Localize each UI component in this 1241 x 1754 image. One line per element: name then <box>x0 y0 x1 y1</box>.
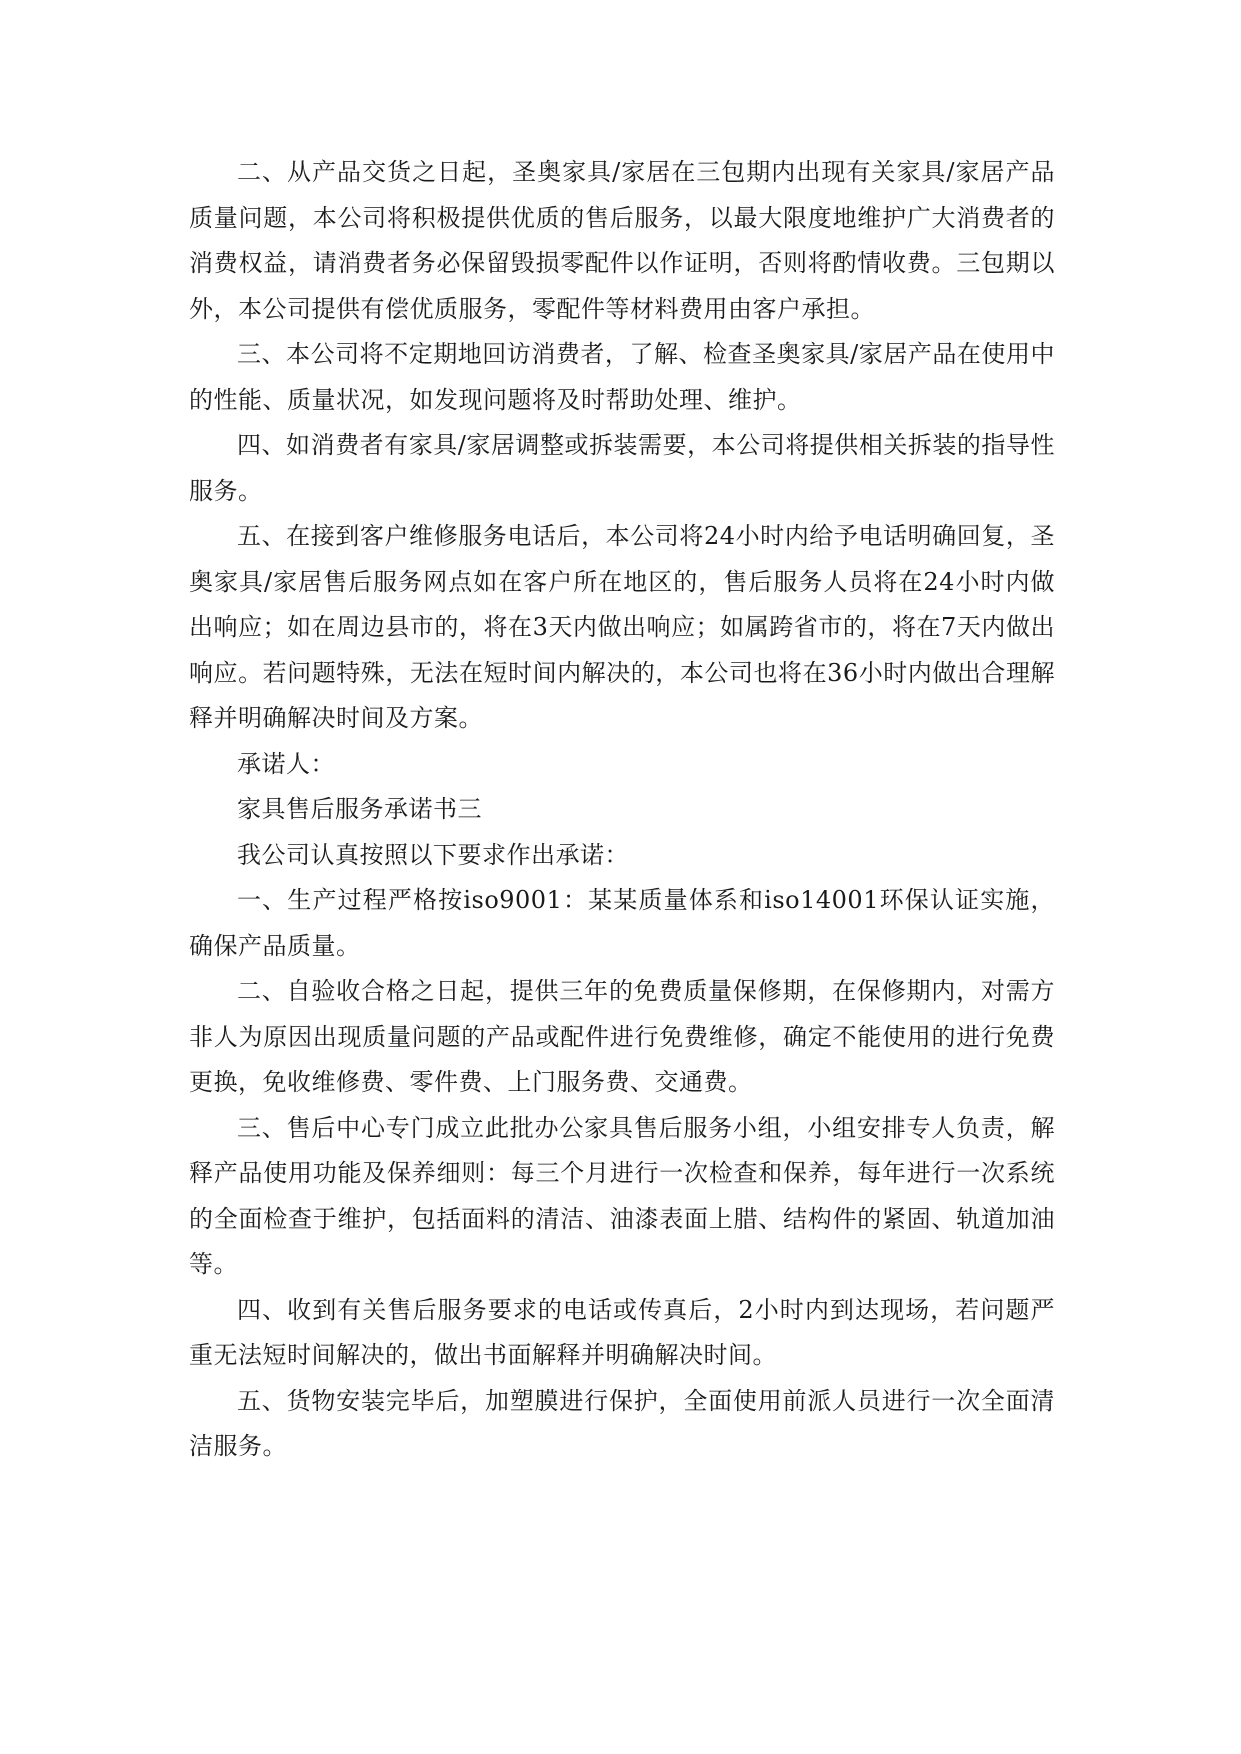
paragraph-iso-production: 一、生产过程严格按iso9001：某某质量体系和iso14001环保认证实施，确保产品质量。 <box>189 886 1055 960</box>
paragraph-promisor: 承诺人： <box>237 749 335 778</box>
paragraph-cleaning-service: 五、货物安装完毕后，加塑膜进行保护，全面使用前派人员进行一次全面清洁服务。 <box>189 1386 1055 1460</box>
paragraph-response-time: 五、在接到客户维修服务电话后，本公司将24小时内给予电话明确回复，圣奥家具/家居售后服务网点如在客户所在地区的，售后服务人员将在24小时内做出响应；如在周边县市的，将在3天内做出响应；如属跨省市的，将在7天内做出响应。若问题特殊，无法在短时间内解决的，本公司也将在36小时内做出合理解释并明确解决时间及方案。 <box>189 522 1055 732</box>
paragraph-commitment-intro: 我公司认真按照以下要求作出承诺： <box>237 840 629 869</box>
paragraph-customer-visits: 三、本公司将不定期地回访消费者，了解、检查圣奥家具/家居产品在使用中的性能、质量状况，如发现问题将及时帮助处理、维护。 <box>189 340 1055 414</box>
document-body <box>189 150 1055 1470</box>
paragraph-disassembly-guidance: 四、如消费者有家具/家居调整或拆装需要，本公司将提供相关拆装的指导性服务。 <box>189 431 1055 505</box>
paragraph-free-warranty: 二、自验收合格之日起，提供三年的免费质量保修期，在保修期内，对需方非人为原因出现质量问题的产品或配件进行免费维修，确定不能使用的进行免费更换，免收维修费、零件费、上门服务费、交通费。 <box>189 977 1055 1096</box>
section-heading: 家具售后服务承诺书三 <box>237 795 482 823</box>
paragraph-after-sales-warranty: 二、从产品交货之日起，圣奥家具/家居在三包期内出现有关家具/家居产品质量问题，本公司将积极提供优质的售后服务，以最大限度地维护广大消费者的消费权益，请消费者务必保留毁损零配件以作证明，否则将酌情收费。三包期以外，本公司提供有偿优质服务，零配件等材料费用由客户承担。 <box>189 158 1055 323</box>
paragraph-service-team: 三、售后中心专门成立此批办公家具售后服务小组，小组安排专人负责，解释产品使用功能及保养细则：每三个月进行一次检查和保养，每年进行一次系统的全面检查于维护，包括面料的清洁、油漆表面上腊、结构件的紧固、轨道加油等。 <box>189 1113 1055 1278</box>
paragraph-onsite-response: 四、收到有关售后服务要求的电话或传真后，2小时内到达现场，若问题严重无法短时间解决的，做出书面解释并明确解决时间。 <box>189 1295 1055 1369</box>
